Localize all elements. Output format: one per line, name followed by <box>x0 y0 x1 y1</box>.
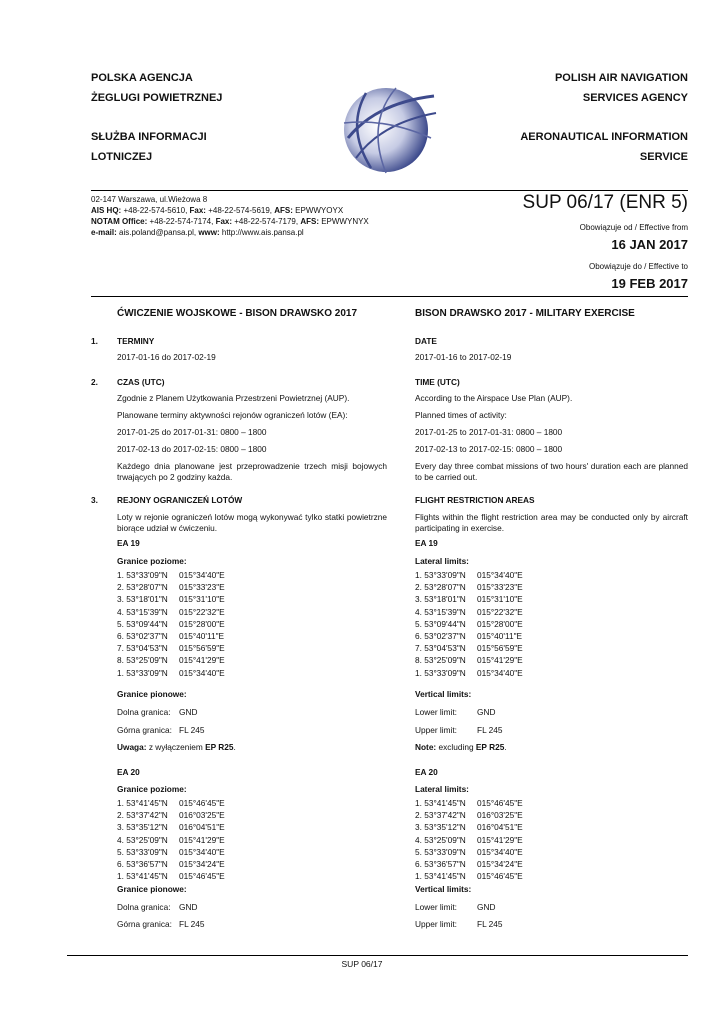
coord-row: 3. 53°18'01"N 015°31'10"E <box>415 594 523 605</box>
ea20-vertical-label-en: Vertical limits: <box>415 884 472 894</box>
title-pl: ĆWICZENIE WOJSKOWE - BISON DRAWSKO 2017 <box>117 308 358 319</box>
missions-pl: Każdego dnia planowane jest przeprowadzenie trzech misji bojowych trwających po 2 godziny każda. <box>117 461 387 482</box>
ea19-vertical-label-en: Vertical limits: <box>415 689 472 699</box>
ea20-title-pl: EA 20 <box>117 767 140 777</box>
coord-row: 8. 53°25'09"N 015°41'29"E <box>117 655 225 666</box>
time-line-pl: 2017-01-25 do 2017-01-31: 0800 – 1800 <box>117 427 267 437</box>
coord-row: 5. 53°09'44"N 015°28'00"E <box>415 618 523 629</box>
org-name-pl: POLSKA AGENCJA ŻEGLUGI POWIETRZNEJ <box>91 72 223 104</box>
effective-to-label: Obowiązuje do / Effective to <box>588 262 688 271</box>
coord-row: 4. 53°25'09"N 015°41'29"E <box>117 834 225 845</box>
section-1-heading-en: DATE <box>415 336 437 346</box>
ea20-lower-en: Lower limit: GND <box>415 902 496 912</box>
section-2-heading-en: TIME (UTC) <box>415 377 460 387</box>
section-2-number: 2. <box>91 377 98 387</box>
ea19-lateral-label-pl: Granice poziome: <box>117 556 187 566</box>
ea19-upper-en: Upper limit: FL 245 <box>415 725 503 735</box>
ais-hq-line: AIS HQ: +48-22-574-5610, Fax: +48-22-574-5619, AFS: EPWWYOYX <box>91 206 344 215</box>
coord-row: 6. 53°36'57"N 015°34'24"E <box>117 859 225 870</box>
section-2-heading-pl: CZAS (UTC) <box>117 377 165 387</box>
ea19-vertical-label-pl: Granice pionowe: <box>117 689 187 699</box>
org-name-en: POLISH AIR NAVIGATION SERVICES AGENCY <box>554 72 688 104</box>
address: 02-147 Warszawa, ul.Wieżowa 8 <box>91 195 208 204</box>
coord-row: 1. 53°33'09"N 015°34'40"E <box>117 667 225 678</box>
ea19-lower-pl: Dolna granica: GND <box>117 707 198 717</box>
coord-row: 1. 53°33'09"N 015°34'40"E <box>415 570 523 580</box>
coord-row: 7. 53°04'53"N 015°56'59"E <box>117 643 225 654</box>
effective-from-label: Obowiązuje od / Effective from <box>579 223 688 232</box>
section-1-heading-pl: TERMINY <box>117 336 155 346</box>
coord-row: 4. 53°15'39"N 015°22'32"E <box>415 606 523 617</box>
ea20-lower-pl: Dolna granica: GND <box>117 902 198 912</box>
email-line: e-mail: ais.poland@pansa.pl, www: http://www.ais.pansa.pl <box>91 228 304 237</box>
ea19-title-pl: EA 19 <box>117 538 140 548</box>
ea19-lateral-label-en: Lateral limits: <box>415 556 469 566</box>
section-3-number: 3. <box>91 495 98 505</box>
coord-row: 4. 53°25'09"N 015°41'29"E <box>415 834 523 845</box>
info-rule <box>91 296 688 297</box>
notam-line: NOTAM Office: +48-22-574-7174, Fax: +48-22-574-7179, AFS: EPWWYNYX <box>91 217 369 226</box>
sup-number: SUP 06/17 (ENR 5) <box>522 192 688 213</box>
page-footer: SUP 06/17 <box>341 959 383 969</box>
coord-row: 1. 53°33'09"N 015°34'40"E <box>415 667 523 678</box>
time-line-en: 2017-02-13 to 2017-02-15: 0800 – 1800 <box>415 444 563 454</box>
time-line-pl: Planowane terminy aktywności rejonów ograniczeń lotów (EA): <box>117 410 348 420</box>
service-name-pl: SŁUŻBA INFORMACJI LOTNICZEJ <box>91 131 207 163</box>
coord-row: 5. 53°09'44"N 015°28'00"E <box>117 618 225 629</box>
coord-row: 1. 53°41'45"N 015°46'45"E <box>117 798 225 808</box>
pansa-logo <box>336 78 446 178</box>
missions-en: Every day three combat missions of two hours' duration each are planned to be carried out. <box>415 461 688 482</box>
section-3-heading-en: FLIGHT RESTRICTION AREAS <box>415 495 535 505</box>
ea19-lower-en: Lower limit: GND <box>415 707 496 717</box>
footer-rule <box>67 955 688 956</box>
coord-row: 1. 53°41'45"N 015°46'45"E <box>415 798 523 808</box>
ea19-title-en: EA 19 <box>415 538 438 548</box>
ea19-upper-pl: Górna granica: FL 245 <box>117 725 205 735</box>
ea19-note-en: Note: excluding EP R25. <box>415 742 507 752</box>
dates-en: 2017-01-16 to 2017-02-19 <box>415 352 512 362</box>
coord-row: 4. 53°15'39"N 015°22'32"E <box>117 606 225 617</box>
time-line-pl: Zgodnie z Planem Użytkowania Przestrzeni Powietrznej (AUP). <box>117 393 350 403</box>
time-line-en: Planned times of activity: <box>415 410 507 420</box>
ea20-coords-pl <box>117 797 225 882</box>
effective-from-date: 16 JAN 2017 <box>611 237 688 252</box>
ea19-coords-pl <box>117 569 225 679</box>
ea20-title-en: EA 20 <box>415 767 438 777</box>
coord-row: 1. 53°41'45"N 015°46'45"E <box>415 871 523 882</box>
ea20-coords-en <box>415 797 523 882</box>
coord-row: 3. 53°35'12"N 016°04'51"E <box>117 822 225 833</box>
title-en: BISON DRAWSKO 2017 - MILITARY EXERCISE <box>415 308 635 319</box>
coord-row: 5. 53°33'09"N 015°34'40"E <box>117 846 225 857</box>
contact-block <box>91 194 431 238</box>
coord-row: 5. 53°33'09"N 015°34'40"E <box>415 846 523 857</box>
time-line-en: According to the Airspace Use Plan (AUP). <box>415 393 573 403</box>
ea20-lateral-label-en: Lateral limits: <box>415 784 469 794</box>
coord-row: 2. 53°28'07"N 015°33'23"E <box>415 582 523 593</box>
coord-row: 2. 53°28'07"N 015°33'23"E <box>117 582 225 593</box>
coord-row: 8. 53°25'09"N 015°41'29"E <box>415 655 523 666</box>
service-name-en: AERONAUTICAL INFORMATION SERVICE <box>520 131 688 163</box>
coord-row: 7. 53°04'53"N 015°56'59"E <box>415 643 523 654</box>
dates-pl: 2017-01-16 do 2017-02-19 <box>117 352 216 362</box>
time-line-pl: 2017-02-13 do 2017-02-15: 0800 – 1800 <box>117 444 267 454</box>
coord-row: 1. 53°33'09"N 015°34'40"E <box>117 570 225 580</box>
section-1-number: 1. <box>91 336 98 346</box>
restriction-intro-pl: Loty w rejonie ograniczeń lotów mogą wykonywać tylko statki powietrzne biorące udział w ćwiczeniu. <box>117 512 387 533</box>
ea20-vertical-label-pl: Granice pionowe: <box>117 884 187 894</box>
coord-row: 6. 53°02'37"N 015°40'11"E <box>117 631 225 642</box>
coord-row: 3. 53°18'01"N 015°31'10"E <box>117 594 225 605</box>
coord-row: 1. 53°41'45"N 015°46'45"E <box>117 871 225 882</box>
coord-row: 3. 53°35'12"N 016°04'51"E <box>415 822 523 833</box>
restriction-intro-en: Flights within the flight restriction area may be conducted only by aircraft participating in exercise. <box>415 512 688 533</box>
effective-to-date: 19 FEB 2017 <box>611 276 688 291</box>
ea20-upper-pl: Górna granica: FL 245 <box>117 919 205 929</box>
coord-row: 2. 53°37'42"N 016°03'25"E <box>117 810 225 821</box>
ea20-lateral-label-pl: Granice poziome: <box>117 784 187 794</box>
ea19-coords-en <box>415 569 523 679</box>
ea19-note-pl: Uwaga: z wyłączeniem EP R25. <box>117 742 236 752</box>
time-line-en: 2017-01-25 to 2017-01-31: 0800 – 1800 <box>415 427 563 437</box>
coord-row: 6. 53°02'37"N 015°40'11"E <box>415 631 523 642</box>
section-3-heading-pl: REJONY OGRANICZEŃ LOTÓW <box>117 495 243 505</box>
coord-row: 6. 53°36'57"N 015°34'24"E <box>415 859 523 870</box>
ea20-upper-en: Upper limit: FL 245 <box>415 919 503 929</box>
coord-row: 2. 53°37'42"N 016°03'25"E <box>415 810 523 821</box>
